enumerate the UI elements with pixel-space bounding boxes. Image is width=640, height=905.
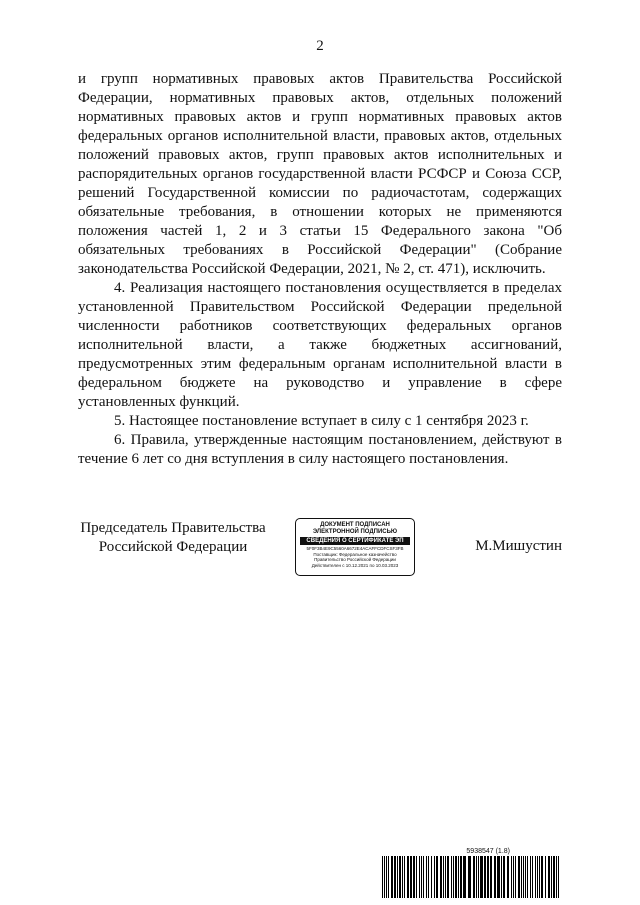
page-number: 2 <box>316 38 324 54</box>
barcode-bar <box>551 856 552 898</box>
barcode-bar <box>532 856 533 898</box>
barcode-bar <box>440 856 442 898</box>
barcode-bar <box>419 856 420 898</box>
barcode-bar <box>480 856 483 898</box>
barcode-bar <box>421 856 422 898</box>
barcode-bar <box>541 856 543 898</box>
barcode-bar <box>453 856 454 898</box>
barcode-bar <box>413 856 415 898</box>
barcode-bar <box>399 856 401 898</box>
barcode-bar <box>388 856 389 898</box>
barcode-bar <box>556 856 557 898</box>
barcode-bar <box>476 856 477 898</box>
barcode-bar <box>513 856 514 898</box>
barcode-bar <box>410 856 412 898</box>
barcode-bar <box>404 856 405 898</box>
stamp-serial: 5F0F3B4E9C5560A6672E4ACAFFCDFCSF3FB <box>306 546 404 551</box>
barcode-block <box>382 848 562 898</box>
barcode-bar <box>511 856 512 898</box>
barcode-bar <box>545 856 546 898</box>
barcode-bar <box>503 856 505 898</box>
barcode-bar <box>431 856 432 898</box>
stamp-title-line2: ЭЛЕКТРОННОЙ ПОДПИСЬЮ <box>312 529 398 535</box>
barcode-bar <box>494 856 496 898</box>
stamp-supplier-line2: Правительство Российской Федерации <box>314 557 396 563</box>
signatory-title-line2: Российской Федерации <box>98 539 248 555</box>
barcode-bar <box>518 856 520 898</box>
barcode-bar <box>384 856 385 898</box>
barcode-bar <box>507 856 509 898</box>
electronic-signature-stamp <box>295 518 415 576</box>
barcode-bar <box>426 856 427 898</box>
barcode-bar <box>501 856 502 898</box>
barcode-bar <box>463 856 466 898</box>
signatory-title <box>78 519 268 557</box>
barcode-bar <box>473 856 475 898</box>
barcode-bar <box>515 856 516 898</box>
barcode-bar <box>394 856 396 898</box>
barcode-bar <box>490 856 492 898</box>
barcode-bar <box>451 856 452 898</box>
barcode-bar <box>523 856 524 898</box>
barcode-label: 5938547 (1.8) <box>466 848 510 855</box>
stamp-title-line1: ДОКУМЕНТ ПОДПИСАН <box>320 522 390 528</box>
barcode-bar <box>402 856 403 898</box>
signatory-title-line1: Председатель Правительства <box>80 520 266 536</box>
barcode-bar <box>527 856 528 898</box>
barcode-bar <box>458 856 459 898</box>
barcode-bar <box>428 856 429 898</box>
paragraph-item-4: 4. Реализация настоящего постановления осуществляется в пределах установленной Правительством Российской Федерации предельной численности работников соответствующих федеральных органов исполнительной власти, а также бюджетных ассигнований, предусмотренных этим федеральным органам исполнительной власти в федеральном бюджете на руководство и управление в сфере установленных функций. <box>78 280 562 410</box>
barcode-bar <box>478 856 479 898</box>
barcode-bar <box>460 856 462 898</box>
stamp-validity: Действителен с 10.12.2021 по 10.03.2023 <box>311 562 399 568</box>
stamp-supplier-line1: Поставщик: Федеральное казначейство <box>313 551 397 557</box>
paragraph-item-5: 5. Настоящее постановление вступает в силу с 1 сентября 2023 г. <box>114 413 529 429</box>
barcode-bar <box>530 856 531 898</box>
barcode-bar <box>407 856 409 898</box>
barcode-bar <box>397 856 398 898</box>
barcode-bar <box>447 856 449 898</box>
barcode-bar <box>391 856 393 898</box>
barcode-bar <box>436 856 438 898</box>
barcode-bar <box>497 856 500 898</box>
barcode-bar <box>521 856 522 898</box>
document-body <box>78 70 562 469</box>
barcode-bar <box>434 856 435 898</box>
barcode-bar <box>484 856 486 898</box>
barcode-bar <box>553 856 555 898</box>
barcode-bar <box>386 856 387 898</box>
barcode-bar <box>535 856 536 898</box>
barcode-bar <box>558 856 559 898</box>
barcode-image <box>382 856 562 898</box>
barcode-bar <box>537 856 538 898</box>
barcode-bar <box>548 856 550 898</box>
signatory-name: М.Мишустин <box>475 538 562 554</box>
stamp-certificate-band: СВЕДЕНИЯ О СЕРТИФИКАТЕ ЭП <box>300 537 410 545</box>
barcode-bar <box>382 856 383 898</box>
stamp-title <box>296 522 414 536</box>
paragraph-continuation: и групп нормативных правовых актов Правительства Российской Федерации, нормативных правовых актов, отдельных положений нормативных правовых актов и групп нормативных правовых актов федеральных органов исполнительной власти, правовых актов, отдельных положений правовых актов, групп правовых актов исполнительных и распорядительных органов государственной власти РСФСР и Союза ССР, решений Государственной комиссии по радиочастотам, содержащих обязательные требования, в отношении которых не применяются положения частей 1, 2 и 3 статьи 15 Федерального закона "Об обязательных требованиях в Российской Федерации" (Собрание законодательства Российской Федерации, 2021, № 2, ст. 471), исключить. <box>78 71 562 277</box>
barcode-bar <box>423 856 424 898</box>
barcode-bar <box>445 856 446 898</box>
barcode-bar <box>525 856 526 898</box>
barcode-bar <box>416 856 417 898</box>
barcode-bar <box>455 856 457 898</box>
paragraph-item-6: 6. Правила, утвержденные настоящим постановлением, действуют в течение 6 лет со дня вступления в силу настоящего постановления. <box>78 432 562 467</box>
barcode-bar <box>539 856 540 898</box>
barcode-bar <box>468 856 471 898</box>
barcode-bar <box>487 856 489 898</box>
barcode-bar <box>443 856 444 898</box>
